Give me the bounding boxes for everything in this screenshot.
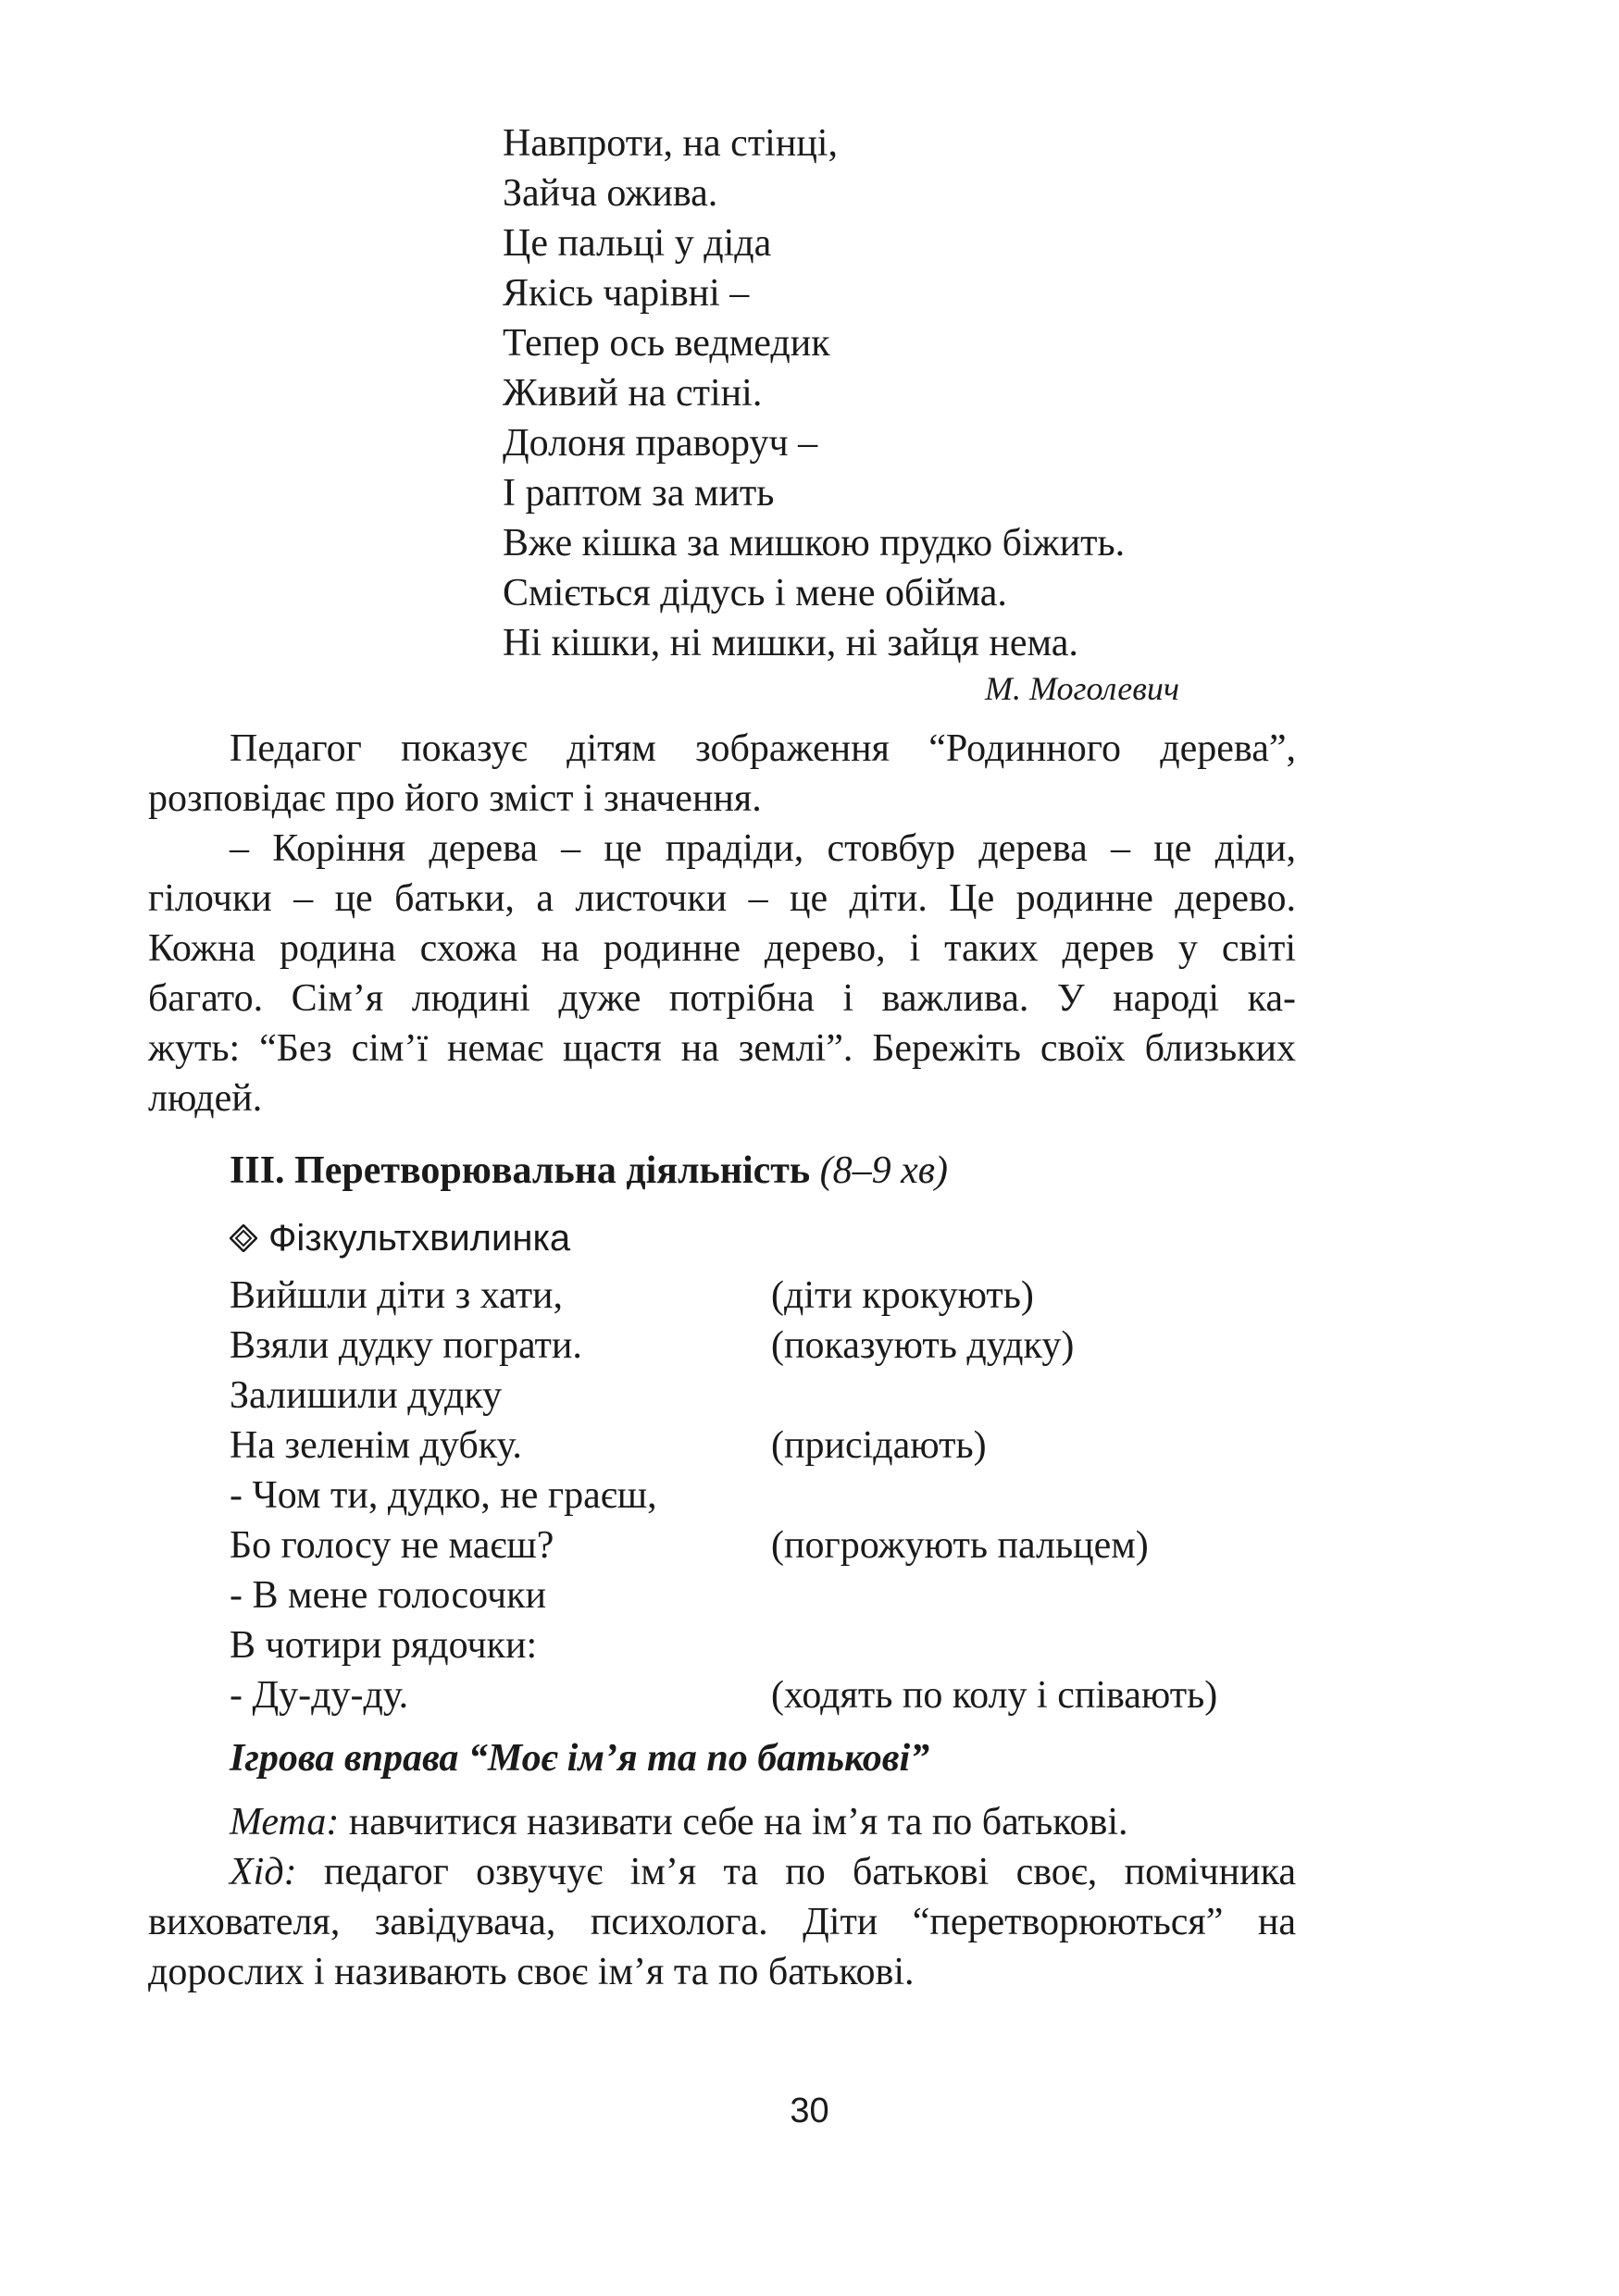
- game-goal: [230, 1797, 1128, 1847]
- rhyme-text: - Чом ти, дудко, не граєш,: [230, 1474, 657, 1517]
- game-course: [148, 1847, 1296, 1997]
- poem-line: Тепер ось ведмедик: [503, 322, 830, 365]
- section-title: ІІІ. Перетворювальна діяльність: [230, 1149, 811, 1192]
- paragraph-line: розповідає про його зміст і значення.: [148, 777, 762, 820]
- paragraph-family-tree-explanation: [148, 824, 1296, 1123]
- rhyme-action: (діти крокують): [771, 1274, 1034, 1317]
- poem-line: Якісь чарівні –: [503, 272, 750, 315]
- subsection-label: Фізкультхвилинка: [268, 1218, 571, 1259]
- rhyme-action: (ходять по колу і співають): [771, 1674, 1218, 1717]
- paragraph-line: Кожна родина схожа на родинне дерево, і таких дерев у світі: [148, 927, 1296, 970]
- paragraph-line: дорослих і називають своє ім’я та по батькові.: [148, 1951, 915, 1993]
- section-heading: [230, 1146, 948, 1196]
- rhyme-text: - В мене голосочки: [230, 1574, 547, 1617]
- rhyme-action: (показують дудку): [771, 1324, 1075, 1367]
- paragraph-family-tree-intro: [148, 724, 1296, 824]
- rhyme-text: В чотири рядочки:: [230, 1624, 538, 1667]
- poem: [503, 118, 1243, 668]
- paragraph-line: гілочки – це батьки, а листочки – це діти. Це родинне дерево.: [148, 877, 1296, 920]
- poem-line: Зайча ожива.: [503, 172, 718, 215]
- rhyme-text: Залишили дудку: [230, 1374, 503, 1417]
- paragraph-line: Педагог показує дітям зображення “Родинного дерева”,: [230, 727, 1296, 770]
- poem-line: Вже кішка за мишкою прудко біжить.: [503, 522, 1126, 565]
- goal-label: Мета:: [230, 1801, 340, 1843]
- paragraph-line: жуть: “Без сім’ї немає щастя на землі”. Бережіть своїх близьких: [148, 1027, 1296, 1070]
- poem-line: Це пальці у діда: [503, 222, 772, 265]
- course-label: Хід:: [230, 1851, 297, 1893]
- subsection-heading: [230, 1213, 570, 1263]
- rhyme-text: Вийшли діти з хати,: [230, 1274, 564, 1317]
- rhyme-text: - Ду-ду-ду.: [230, 1674, 409, 1717]
- goal-text: навчитися називати себе на ім’я та по батькові.: [339, 1801, 1128, 1843]
- poem-line: Долоня праворуч –: [503, 422, 818, 465]
- rhyme-text: Взяли дудку пограти.: [230, 1324, 582, 1367]
- poem-author: М. Моголевич: [985, 670, 1179, 707]
- paragraph-line: – Коріння дерева – це прадіди, стовбур дерева – це діди,: [230, 827, 1296, 870]
- paragraph-line: багато. Сім’я людині дуже потрібна і важлива. У народі ка-: [148, 977, 1296, 1020]
- rhyme-text: Бо голосу не маєш?: [230, 1524, 554, 1567]
- course-first-line: [148, 1847, 1296, 1897]
- poem-line: Навпроти, на стінці,: [503, 122, 838, 165]
- paragraph-line: людей.: [148, 1077, 263, 1120]
- section-duration: (8–9 хв): [819, 1149, 948, 1192]
- poem-line: Живий на стіні.: [503, 372, 763, 415]
- rhyme-action: (погрожують пальцем): [771, 1524, 1149, 1567]
- course-text: педагог озвучує ім’я та по батькові своє, помічника: [296, 1851, 1296, 1893]
- page-number: 30: [790, 2091, 829, 2130]
- poem-line: І раптом за мить: [503, 472, 775, 515]
- poem-line: Ні кішки, ні мишки, ні зайця нема.: [503, 622, 1078, 664]
- rhyme-text: На зеленім дубку.: [230, 1424, 522, 1467]
- poem-line: Сміється дідусь і мене обійма.: [503, 572, 1007, 614]
- diamond-icon: [230, 1224, 257, 1252]
- rhyme-action: (присідають): [771, 1424, 987, 1467]
- paragraph-line: вихователя, завідувача, психолога. Діти “перетворюються” на: [148, 1901, 1296, 1943]
- game-title: Ігрова вправа “Моє ім’я та по батькові”: [230, 1737, 930, 1780]
